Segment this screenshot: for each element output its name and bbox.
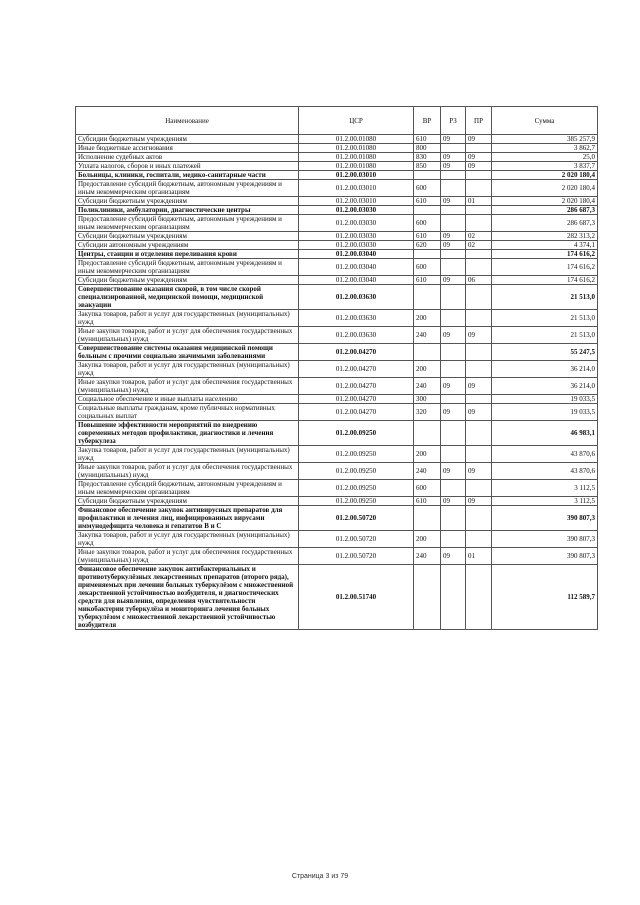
cell-pr — [466, 446, 492, 463]
table-row — [76, 153, 598, 162]
cell-rz — [441, 344, 466, 361]
cell-vr: 610 — [414, 497, 441, 506]
cell-name: Больницы, клиники, госпитали, медико-санитарные части — [76, 171, 299, 180]
cell-rz: 09 — [441, 276, 466, 285]
cell-sum: 3 112,5 — [492, 497, 598, 506]
cell-rz — [441, 206, 466, 215]
cell-pr — [466, 344, 492, 361]
cell-vr — [414, 506, 441, 531]
cell-vr: 610 — [414, 197, 441, 206]
table-row — [76, 497, 598, 506]
table-row — [76, 215, 598, 232]
cell-pr: 09 — [466, 378, 492, 395]
cell-sum: 174 616,2 — [492, 276, 598, 285]
cell-sum: 36 214,0 — [492, 378, 598, 395]
table-row — [76, 276, 598, 285]
cell-rz — [441, 171, 466, 180]
cell-sum: 4 374,1 — [492, 241, 598, 250]
cell-csr: 01.2.00.04270 — [299, 344, 414, 361]
cell-pr — [466, 421, 492, 446]
cell-sum: 21 513,0 — [492, 327, 598, 344]
cell-vr: 240 — [414, 548, 441, 565]
cell-name: Закупка товаров, работ и услуг для государственных (муниципальных) нужд — [76, 361, 299, 378]
cell-vr — [414, 421, 441, 446]
cell-vr: 200 — [414, 446, 441, 463]
header-csr: ЦСР — [299, 107, 414, 135]
cell-csr: 01.2.00.03010 — [299, 171, 414, 180]
cell-sum: 286 687,3 — [492, 215, 598, 232]
table-row — [76, 162, 598, 171]
table-row — [76, 395, 598, 404]
cell-sum: 3 862,7 — [492, 144, 598, 153]
cell-name: Закупка товаров, работ и услуг для государственных (муниципальных) нужд — [76, 446, 299, 463]
table-row — [76, 480, 598, 497]
cell-pr: 02 — [466, 232, 492, 241]
cell-rz: 09 — [441, 327, 466, 344]
header-name: Наименование — [76, 107, 299, 135]
cell-name: Уплата налогов, сборов и иных платежей — [76, 162, 299, 171]
cell-vr: 320 — [414, 404, 441, 421]
cell-vr: 800 — [414, 144, 441, 153]
cell-rz: 09 — [441, 232, 466, 241]
cell-pr — [466, 250, 492, 259]
cell-sum: 390 807,3 — [492, 548, 598, 565]
cell-csr: 01.2.00.03040 — [299, 276, 414, 285]
cell-sum: 2 020 180,4 — [492, 171, 598, 180]
cell-sum: 43 870,6 — [492, 446, 598, 463]
header-rz: РЗ — [441, 107, 466, 135]
cell-rz — [441, 361, 466, 378]
cell-sum: 55 247,5 — [492, 344, 598, 361]
cell-rz — [441, 565, 466, 630]
cell-rz: 09 — [441, 162, 466, 171]
table-row — [76, 378, 598, 395]
cell-pr — [466, 215, 492, 232]
table-row — [76, 197, 598, 206]
table-row — [76, 241, 598, 250]
cell-sum: 112 589,7 — [492, 565, 598, 630]
cell-name: Предоставление субсидий бюджетным, автономным учреждениям и иным некоммерческим организациям — [76, 215, 299, 232]
cell-name: Субсидии бюджетным учреждениям — [76, 232, 299, 241]
cell-vr: 200 — [414, 310, 441, 327]
page-number: Страница 3 из 79 — [291, 873, 349, 880]
cell-pr — [466, 531, 492, 548]
cell-name: Субсидии автономным учреждениям — [76, 241, 299, 250]
cell-rz: 09 — [441, 404, 466, 421]
cell-rz — [441, 285, 466, 310]
cell-rz — [441, 531, 466, 548]
cell-rz — [441, 395, 466, 404]
table-row — [76, 421, 598, 446]
cell-vr — [414, 250, 441, 259]
cell-name: Иные закупки товаров, работ и услуг для обеспечения государственных (муниципальных) нужд — [76, 548, 299, 565]
cell-name: Закупка товаров, работ и услуг для государственных (муниципальных) нужд — [76, 531, 299, 548]
cell-rz: 09 — [441, 378, 466, 395]
table-row — [76, 135, 598, 144]
cell-csr: 01.2.00.03630 — [299, 310, 414, 327]
cell-vr: 610 — [414, 135, 441, 144]
cell-pr: 06 — [466, 276, 492, 285]
cell-name: Иные бюджетные ассигнования — [76, 144, 299, 153]
cell-pr: 01 — [466, 197, 492, 206]
cell-name: Предоставление субсидий бюджетным, автономным учреждениям и иным некоммерческим организациям — [76, 480, 299, 497]
cell-rz — [441, 310, 466, 327]
cell-vr: 240 — [414, 327, 441, 344]
cell-pr — [466, 310, 492, 327]
cell-csr: 01.2.00.04270 — [299, 378, 414, 395]
cell-sum: 286 687,3 — [492, 206, 598, 215]
cell-rz: 09 — [441, 153, 466, 162]
cell-name: Финансовое обеспечение закупок антибактериальных и противотуберкулёзных лекарственных препаратов (второго ряда), применяемых при лечении больных туберкулёзом с множественной лекарственной устойчивостью возбудителя, и диагностических средств для выявления, определения чувствительности микобактерии туберкулёза и мониторинга лечения больных туберкулёзом с множественной лекарственной устойчивостью возбудителя — [76, 565, 299, 630]
table-header-row — [76, 107, 598, 135]
cell-sum: 3 112,5 — [492, 480, 598, 497]
cell-vr: 600 — [414, 259, 441, 276]
header-pr: ПР — [466, 107, 492, 135]
cell-rz: 09 — [441, 135, 466, 144]
cell-csr: 01.2.00.09250 — [299, 497, 414, 506]
cell-pr — [466, 206, 492, 215]
cell-name: Предоставление субсидий бюджетным, автономным учреждениям и иным некоммерческим организациям — [76, 180, 299, 197]
cell-name: Иные закупки товаров, работ и услуг для обеспечения государственных (муниципальных) нужд — [76, 463, 299, 480]
cell-csr: 01.2.00.03040 — [299, 250, 414, 259]
cell-vr: 600 — [414, 480, 441, 497]
cell-sum: 21 513,0 — [492, 310, 598, 327]
cell-csr: 01.2.00.01080 — [299, 162, 414, 171]
cell-vr: 240 — [414, 463, 441, 480]
cell-csr: 01.2.00.04270 — [299, 395, 414, 404]
budget-table — [75, 106, 598, 630]
cell-vr — [414, 344, 441, 361]
cell-sum: 19 033,5 — [492, 404, 598, 421]
cell-name: Закупка товаров, работ и услуг для государственных (муниципальных) нужд — [76, 310, 299, 327]
cell-csr: 01.2.00.04270 — [299, 361, 414, 378]
cell-pr — [466, 506, 492, 531]
cell-name: Финансовое обеспечение закупок антивирусных препаратов для профилактики и лечения лиц, инфицированных вирусами иммунодефицита человека и гепатитов В и С — [76, 506, 299, 531]
cell-name: Исполнение судебных актов — [76, 153, 299, 162]
cell-csr: 01.2.00.03030 — [299, 215, 414, 232]
cell-vr: 610 — [414, 232, 441, 241]
cell-csr: 01.2.00.04270 — [299, 404, 414, 421]
header-sum: Сумма — [492, 107, 598, 135]
table-row — [76, 250, 598, 259]
cell-name: Поликлиники, амбулатории, диагностические центры — [76, 206, 299, 215]
cell-sum: 174 616,2 — [492, 250, 598, 259]
cell-sum: 2 020 180,4 — [492, 197, 598, 206]
cell-csr: 01.2.00.03010 — [299, 197, 414, 206]
cell-pr: 09 — [466, 135, 492, 144]
cell-name: Субсидии бюджетным учреждениям — [76, 197, 299, 206]
cell-pr — [466, 180, 492, 197]
table-row — [76, 344, 598, 361]
table-row — [76, 206, 598, 215]
cell-name: Субсидии бюджетным учреждениям — [76, 276, 299, 285]
cell-sum: 19 033,5 — [492, 395, 598, 404]
cell-rz — [441, 446, 466, 463]
cell-csr: 01.2.00.50720 — [299, 531, 414, 548]
cell-sum: 390 807,3 — [492, 531, 598, 548]
table-row — [76, 310, 598, 327]
cell-pr — [466, 171, 492, 180]
cell-vr — [414, 565, 441, 630]
table-row — [76, 361, 598, 378]
cell-vr: 200 — [414, 361, 441, 378]
cell-name: Социальные выплаты гражданам, кроме публичных нормативных социальных выплат — [76, 404, 299, 421]
cell-rz — [441, 259, 466, 276]
cell-sum: 390 807,3 — [492, 506, 598, 531]
table-row — [76, 232, 598, 241]
cell-csr: 01.2.00.51740 — [299, 565, 414, 630]
cell-csr: 01.2.00.09250 — [299, 446, 414, 463]
cell-rz — [441, 480, 466, 497]
cell-rz — [441, 421, 466, 446]
cell-name: Субсидии бюджетным учреждениям — [76, 135, 299, 144]
cell-vr — [414, 171, 441, 180]
cell-csr: 01.2.00.50720 — [299, 548, 414, 565]
cell-rz: 09 — [441, 241, 466, 250]
cell-csr: 01.2.00.09250 — [299, 480, 414, 497]
cell-csr: 01.2.00.50720 — [299, 506, 414, 531]
cell-rz — [441, 506, 466, 531]
table-row — [76, 285, 598, 310]
cell-sum: 385 257,9 — [492, 135, 598, 144]
cell-csr: 01.2.00.09250 — [299, 463, 414, 480]
cell-name: Повышение эффективности мероприятий по внедрению современных методов профилактики, диагностики и лечения туберкулеза — [76, 421, 299, 446]
cell-sum: 282 313,2 — [492, 232, 598, 241]
cell-name: Совершенствование оказания скорой, в том числе скорой специализированной, медицинской помощи, медицинской эвакуации — [76, 285, 299, 310]
cell-vr: 300 — [414, 395, 441, 404]
cell-csr: 01.2.00.03040 — [299, 259, 414, 276]
cell-pr: 09 — [466, 162, 492, 171]
table-row — [76, 327, 598, 344]
cell-rz — [441, 250, 466, 259]
cell-csr: 01.2.00.01080 — [299, 135, 414, 144]
header-vr: ВР — [414, 107, 441, 135]
cell-pr: 09 — [466, 404, 492, 421]
cell-vr: 600 — [414, 180, 441, 197]
cell-csr: 01.2.00.01080 — [299, 144, 414, 153]
cell-pr — [466, 361, 492, 378]
cell-sum: 2 020 180,4 — [492, 180, 598, 197]
cell-vr: 600 — [414, 215, 441, 232]
table-row — [76, 548, 598, 565]
cell-csr: 01.2.00.03010 — [299, 180, 414, 197]
table-row — [76, 404, 598, 421]
table-row — [76, 446, 598, 463]
cell-pr — [466, 395, 492, 404]
cell-rz — [441, 144, 466, 153]
cell-name: Социальное обеспечение и иные выплаты населению — [76, 395, 299, 404]
cell-rz: 09 — [441, 497, 466, 506]
cell-pr — [466, 259, 492, 276]
table-row — [76, 259, 598, 276]
cell-rz — [441, 180, 466, 197]
cell-sum: 36 214,0 — [492, 361, 598, 378]
cell-name: Иные закупки товаров, работ и услуг для обеспечения государственных (муниципальных) нужд — [76, 378, 299, 395]
cell-pr: 09 — [466, 497, 492, 506]
cell-vr: 830 — [414, 153, 441, 162]
cell-sum: 25,0 — [492, 153, 598, 162]
cell-pr: 09 — [466, 463, 492, 480]
table-row — [76, 531, 598, 548]
cell-pr: 01 — [466, 548, 492, 565]
cell-sum: 46 983,1 — [492, 421, 598, 446]
table-row — [76, 180, 598, 197]
cell-csr: 01.2.00.03030 — [299, 241, 414, 250]
cell-rz: 09 — [441, 463, 466, 480]
cell-pr: 02 — [466, 241, 492, 250]
cell-vr — [414, 206, 441, 215]
cell-vr: 620 — [414, 241, 441, 250]
cell-pr — [466, 285, 492, 310]
cell-sum: 3 837,7 — [492, 162, 598, 171]
cell-name: Центры, станции и отделения переливания крови — [76, 250, 299, 259]
cell-name: Предоставление субсидий бюджетным, автономным учреждениям и иным некоммерческим организациям — [76, 259, 299, 276]
cell-vr — [414, 285, 441, 310]
cell-name: Субсидии бюджетным учреждениям — [76, 497, 299, 506]
table-row — [76, 171, 598, 180]
cell-rz: 09 — [441, 197, 466, 206]
cell-pr — [466, 565, 492, 630]
cell-name: Совершенствование системы оказания медицинской помощи больным с прочими социально значимыми заболеваниями — [76, 344, 299, 361]
cell-pr — [466, 144, 492, 153]
cell-csr: 01.2.00.03030 — [299, 206, 414, 215]
cell-csr: 01.2.00.03030 — [299, 232, 414, 241]
cell-pr: 09 — [466, 153, 492, 162]
cell-name: Иные закупки товаров, работ и услуг для обеспечения государственных (муниципальных) нужд — [76, 327, 299, 344]
cell-sum: 174 616,2 — [492, 259, 598, 276]
cell-pr — [466, 480, 492, 497]
cell-rz — [441, 215, 466, 232]
cell-csr: 01.2.00.01080 — [299, 153, 414, 162]
cell-sum: 21 513,0 — [492, 285, 598, 310]
table-body — [76, 135, 598, 630]
cell-vr: 240 — [414, 378, 441, 395]
table-row — [76, 144, 598, 153]
cell-vr: 850 — [414, 162, 441, 171]
cell-vr: 200 — [414, 531, 441, 548]
table-row — [76, 506, 598, 531]
cell-csr: 01.2.00.03630 — [299, 327, 414, 344]
cell-pr: 09 — [466, 327, 492, 344]
cell-sum: 43 870,6 — [492, 463, 598, 480]
cell-rz: 09 — [441, 548, 466, 565]
cell-csr: 01.2.00.03630 — [299, 285, 414, 310]
cell-vr: 610 — [414, 276, 441, 285]
cell-csr: 01.2.00.09250 — [299, 421, 414, 446]
table-row — [76, 463, 598, 480]
table-row — [76, 565, 598, 630]
